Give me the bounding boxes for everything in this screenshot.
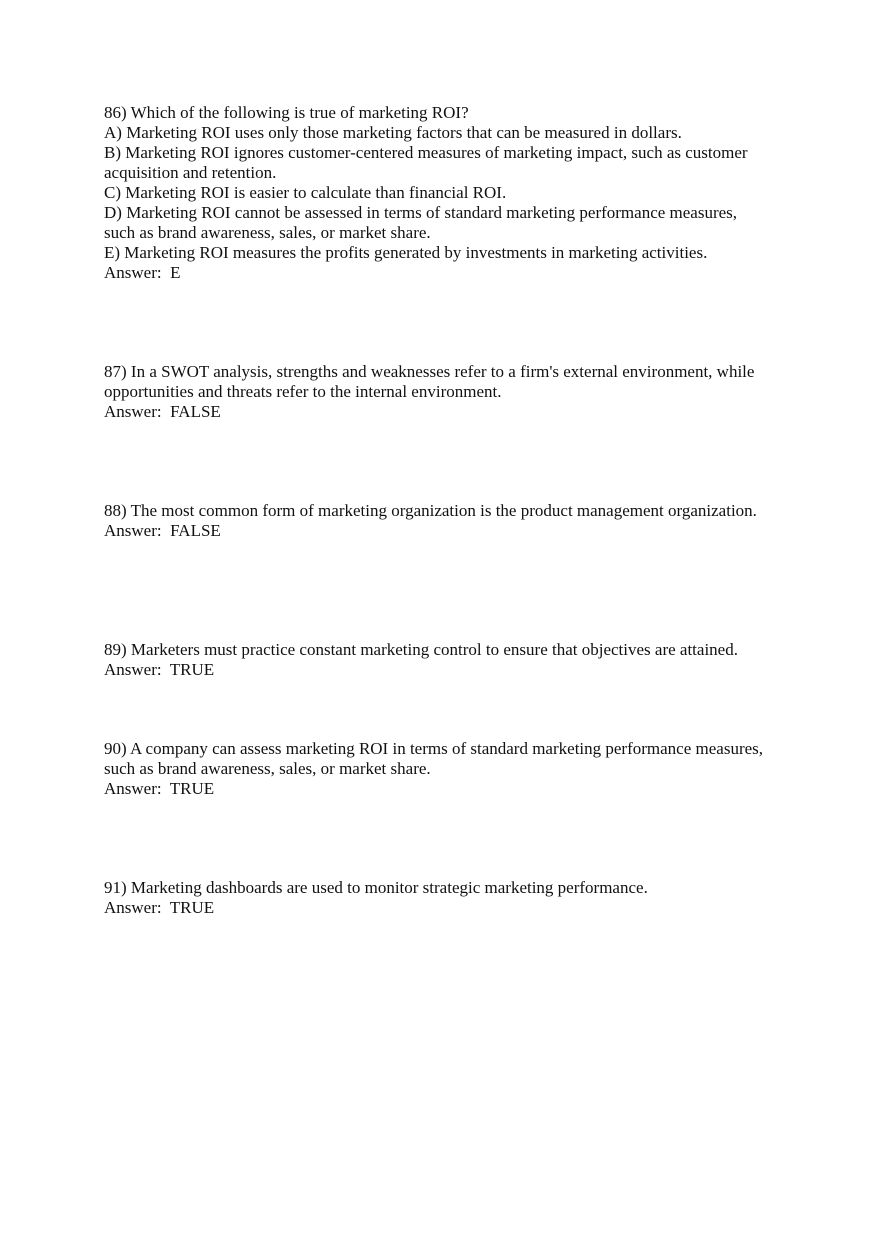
option-b: B) Marketing ROI ignores customer-centered measures of marketing impact, such as customer [104, 143, 748, 162]
question-text: 88) The most common form of marketing organization is the product management organization. [104, 501, 757, 520]
question-text: 87) In a SWOT analysis, strengths and weaknesses refer to a firm's external environment, while [104, 362, 755, 381]
option-d: D) Marketing ROI cannot be assessed in terms of standard marketing performance measures, [104, 203, 738, 222]
option-c: C) Marketing ROI is easier to calculate than financial ROI. [104, 183, 507, 202]
question-90 [104, 739, 763, 799]
question-91 [104, 878, 648, 918]
question-text: 91) Marketing dashboards are used to monitor strategic marketing performance. [104, 878, 648, 897]
answer: Answer: TRUE [104, 660, 215, 679]
option-e: E) Marketing ROI measures the profits generated by investments in marketing activities. [104, 243, 708, 262]
answer: Answer: FALSE [104, 402, 221, 421]
option-d-cont: such as brand awareness, sales, or market share. [104, 223, 431, 242]
answer: Answer: E [104, 263, 181, 282]
question-text-cont: opportunities and threats refer to the internal environment. [104, 382, 502, 401]
question-text: 86) Which of the following is true of marketing ROI? [104, 103, 469, 122]
answer: Answer: TRUE [104, 898, 215, 917]
question-89 [104, 640, 738, 680]
option-b-cont: acquisition and retention. [104, 163, 277, 182]
answer: Answer: TRUE [104, 779, 215, 798]
question-text: 89) Marketers must practice constant marketing control to ensure that objectives are attained. [104, 640, 738, 659]
option-a: A) Marketing ROI uses only those marketing factors that can be measured in dollars. [104, 123, 682, 142]
question-text-cont: such as brand awareness, sales, or market share. [104, 759, 431, 778]
question-87 [104, 362, 754, 422]
answer: Answer: FALSE [104, 521, 221, 540]
question-86 [104, 103, 748, 283]
question-88 [104, 501, 757, 541]
question-text: 90) A company can assess marketing ROI in terms of standard marketing performance measures, [104, 739, 764, 758]
